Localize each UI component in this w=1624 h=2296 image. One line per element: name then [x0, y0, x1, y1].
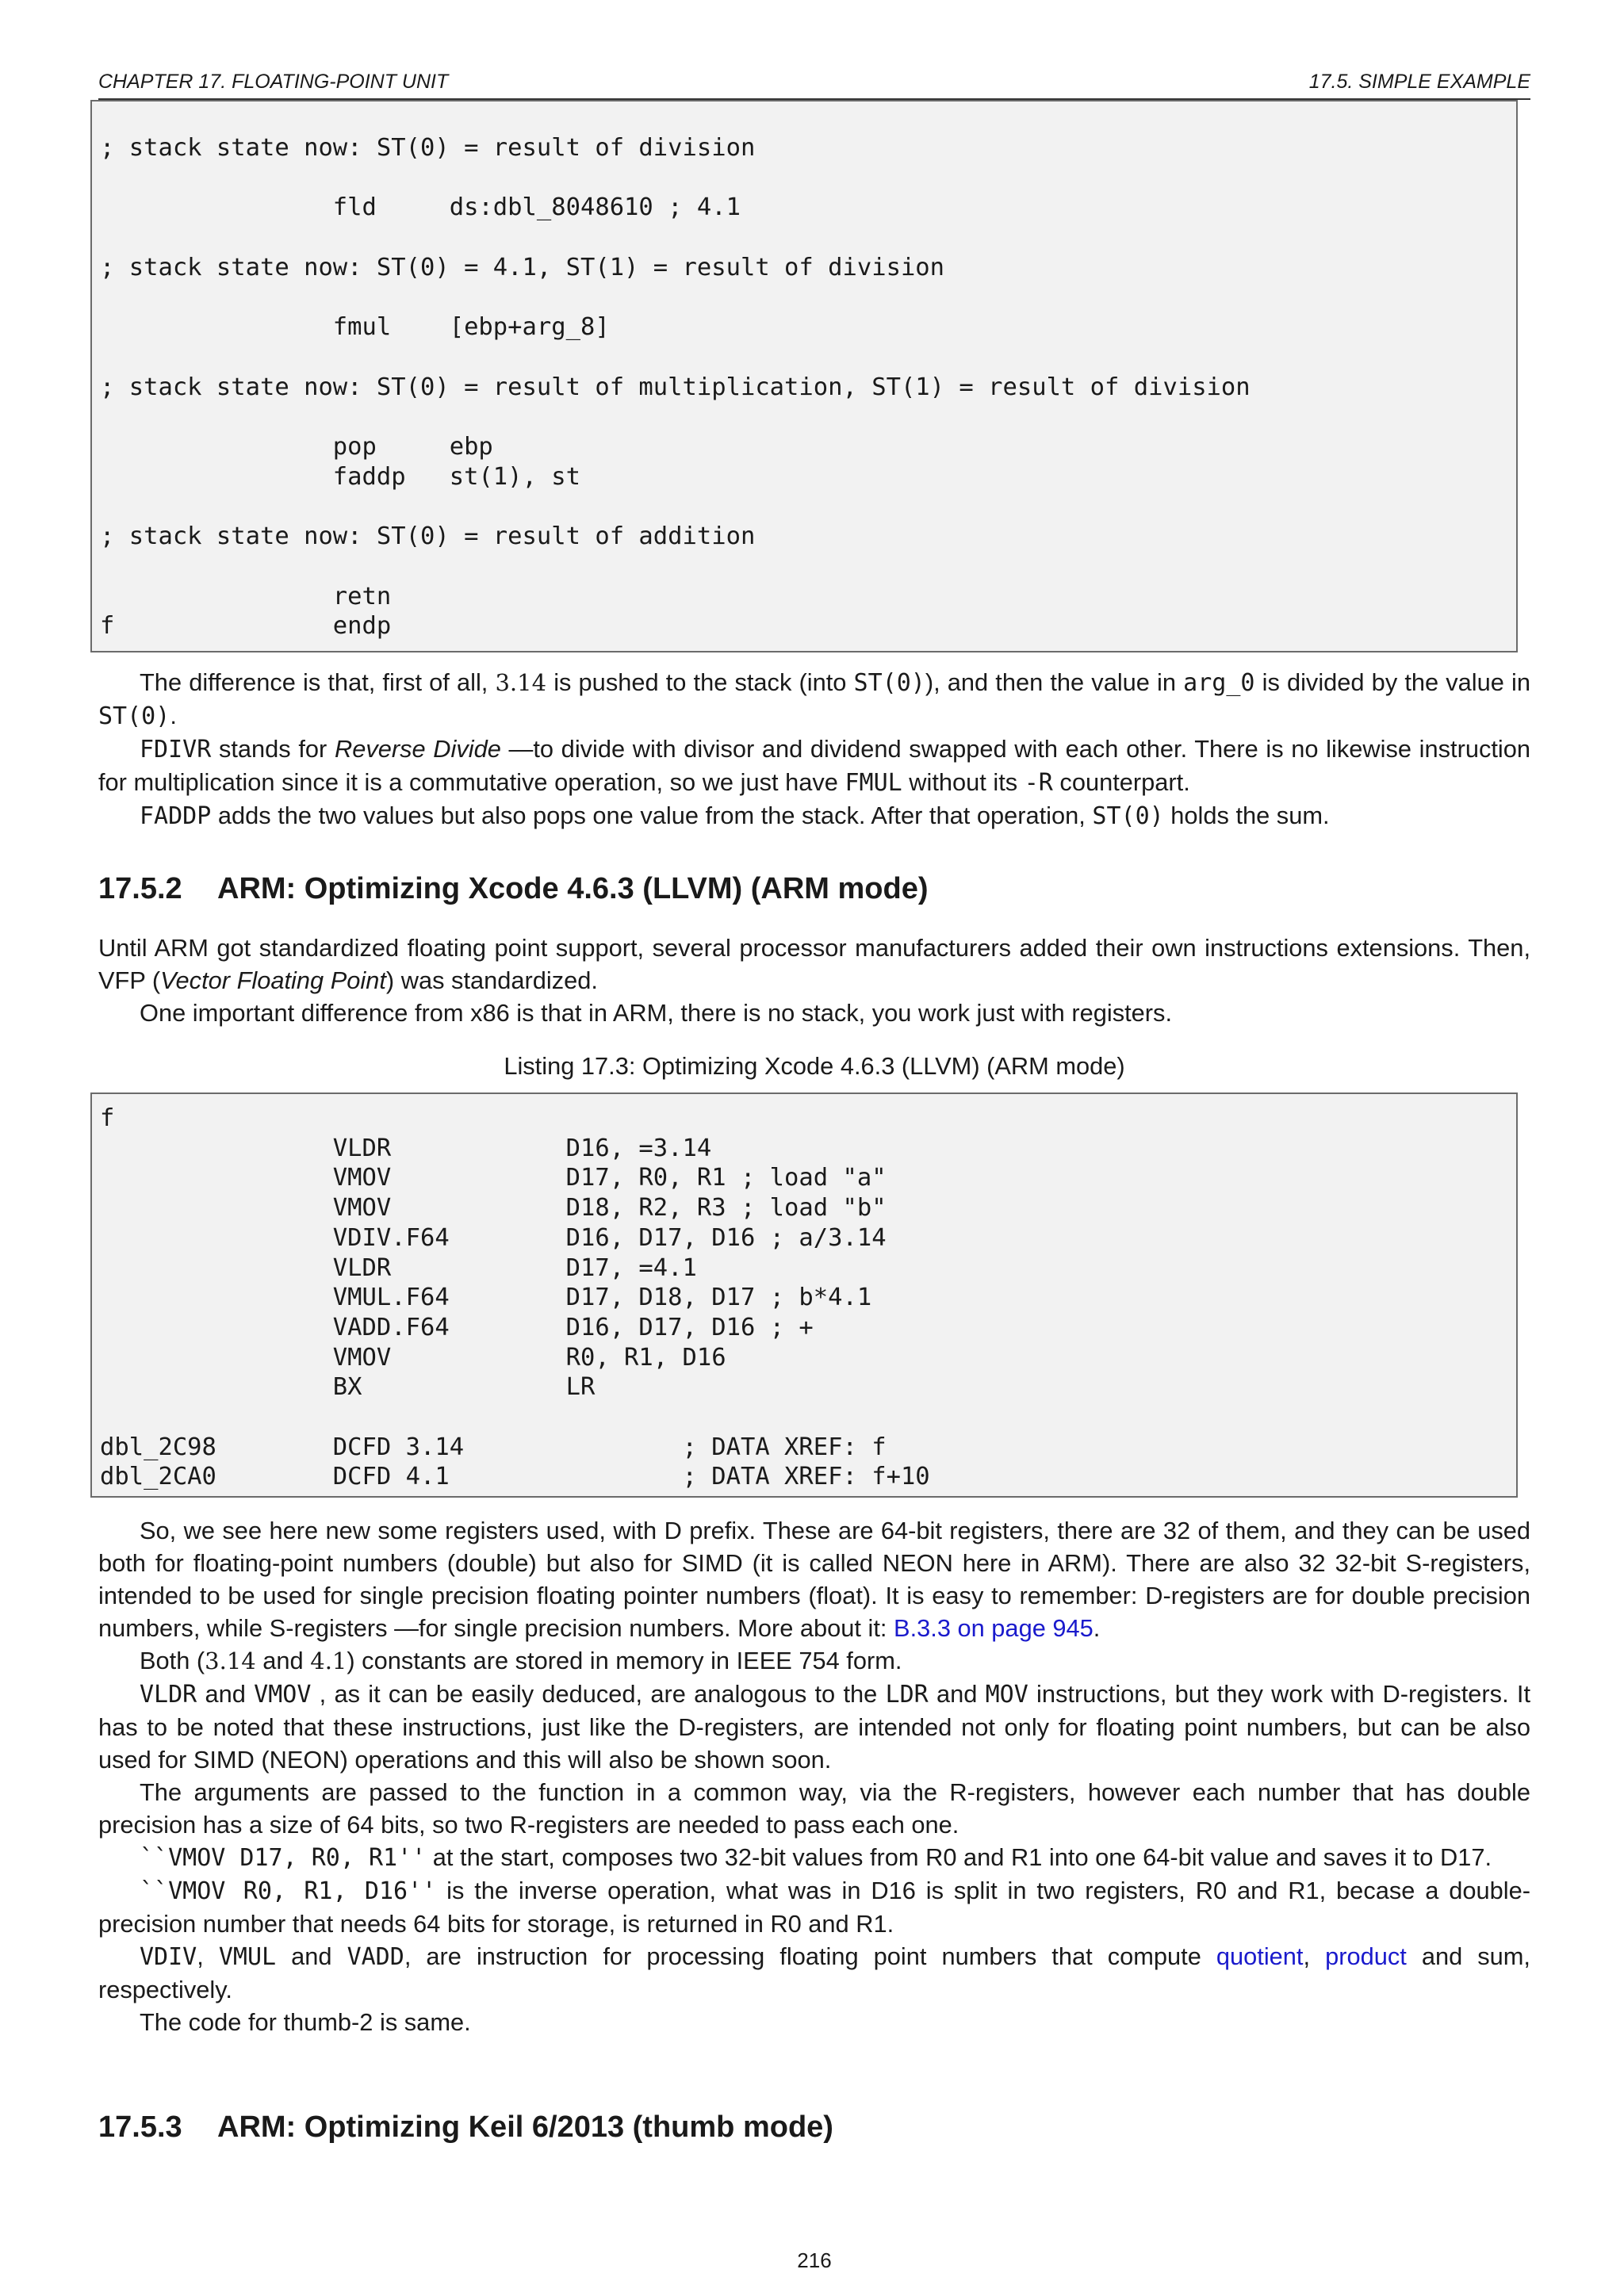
running-head-section: 17.5. SIMPLE EXAMPLE [1308, 71, 1530, 93]
paragraph-constants: Both (3.14 and 4.1) constants are stored in memory in IEEE 754 form. [140, 1647, 902, 1674]
section-heading-17-5-3: 17.5.3 ARM: Optimizing Keil 6/2013 (thumb mode) [98, 2110, 833, 2144]
link-product[interactable]: product [1325, 1942, 1407, 1970]
prose-block-2 [98, 932, 1530, 1029]
listing-caption: Listing 17.3: Optimizing Xcode 4.6.3 (LLVM) (ARM mode) [504, 1052, 1125, 1080]
paragraph-fdivr: FDIVR stands for Reverse Divide —to divide with divisor and dividend swapped with each other. There is no likewise instruction for multiplication since it is a commutative operation, so we just have FMUL without its -R counterpart. [98, 735, 1531, 797]
code-listing-x86 [90, 100, 1518, 652]
paragraph-thumb2: The code for thumb-2 is same. [140, 2008, 471, 2036]
prose-block-3 [98, 1514, 1530, 2038]
paragraph-vmov-d17: ``VMOV D17, R0, R1'' at the start, composes two 32-bit values from R0 and R1 into one 64-bit value and saves it to D17. [140, 1843, 1492, 1872]
link-b-3-3[interactable]: B.3.3 on page 945 [894, 1614, 1094, 1642]
code-listing-arm [90, 1093, 1518, 1498]
code-listing-x86-text: ; stack state now: ST(0) = result of division fld ds:dbl_8048610 ; 4.1 ; stack state now: ST(0) = 4.1, ST(1) = result of division fmul [ebp+arg_8] ; stack state now: ST(0) = result of multiplication, ST(1) = result of division pop ebp faddp st(1), st ; stack state now: ST(0) = result of addition retn f endp [100, 134, 1251, 641]
paragraph-no-stack: One important difference from x86 is that in ARM, there is no stack, you work just with registers. [140, 999, 1172, 1027]
paragraph-vmov-r0: ``VMOV R0, R1, D16'' is the inverse operation, what was in D16 is split in two registers, R0 and R1, becase a double-precision number that needs 64 bits for storage, is returned in R0 and R1. [98, 1877, 1530, 1938]
running-head [98, 68, 1530, 100]
paragraph-d-registers: So, we see here new some registers used, with D prefix. These are 64-bit registers, there are 32 of them, and they can be used both for floating-point numbers (double) but also for SIMD (it is called NEON here in ARM). There are also 32 32-bit S-registers, intended to be used for single precision floating pointer numbers (float). It is easy to remember: D-registers are for double precision numbers, while S-registers —for single precision numbers. More about it: B.3.3 on page 945. [98, 1517, 1530, 1642]
running-head-chapter: CHAPTER 17. FLOATING-POINT UNIT [98, 71, 449, 93]
code-listing-arm-text: f VLDR D16, =3.14 VMOV D17, R0, R1 ; load "a" VMOV D18, R2, R3 ; load "b" VDIV.F64 D16, D17, D16 ; a/3.14 VLDR D17, =4.1 VMUL.F64 D17, D18, D17 ; b*4.1 VADD.F64 D16, D17, D16 ; + VMOV R0, R1, D16 BX LR dbl_2C98 DCFD 3.14 ; DATA XREF: f dbl_2CA0 DCFD 4.1 ; DATA XREF: f+10 [100, 1104, 930, 1491]
paragraph-difference: The difference is that, first of all, 3.14 is pushed to the stack (into ST(0)), and then the value in arg_0 is divided by the value in ST(0). [98, 668, 1530, 730]
paragraph-faddp: FADDP adds the two values but also pops one value from the stack. After that operation, ST(0) holds the sum. [140, 802, 1330, 830]
page-number: 216 [797, 2248, 832, 2272]
paragraph-arguments: The arguments are passed to the function in a common way, via the R-registers, however each number that has double precision has a size of 64 bits, so two R-registers are needed to pass each one. [98, 1778, 1530, 1839]
section-heading-17-5-2: 17.5.2 ARM: Optimizing Xcode 4.6.3 (LLVM) (ARM mode) [98, 872, 929, 905]
prose-block-1 [98, 666, 1530, 832]
paragraph-vldr-vmov: VLDR and VMOV , as it can be easily deduced, are analogous to the LDR and MOV instructions, but they work with D-registers. It has to be noted that these instructions, just like the D-registers, are intended not only for floating point numbers, but can be also used for SIMD (NEON) operations and this will also be shown soon. [98, 1680, 1530, 1774]
link-quotient[interactable]: quotient [1216, 1942, 1304, 1970]
paragraph-vdiv-vmul-vadd: VDIV, VMUL and VADD, are instruction for processing floating point numbers that compute quotient, product and sum, respectively. [98, 1942, 1530, 2003]
paragraph-vfp: Until ARM got standardized floating point support, several processor manufacturers added their own instructions extensions. Then, VFP (Vector Floating Point) was standardized. [98, 934, 1530, 994]
